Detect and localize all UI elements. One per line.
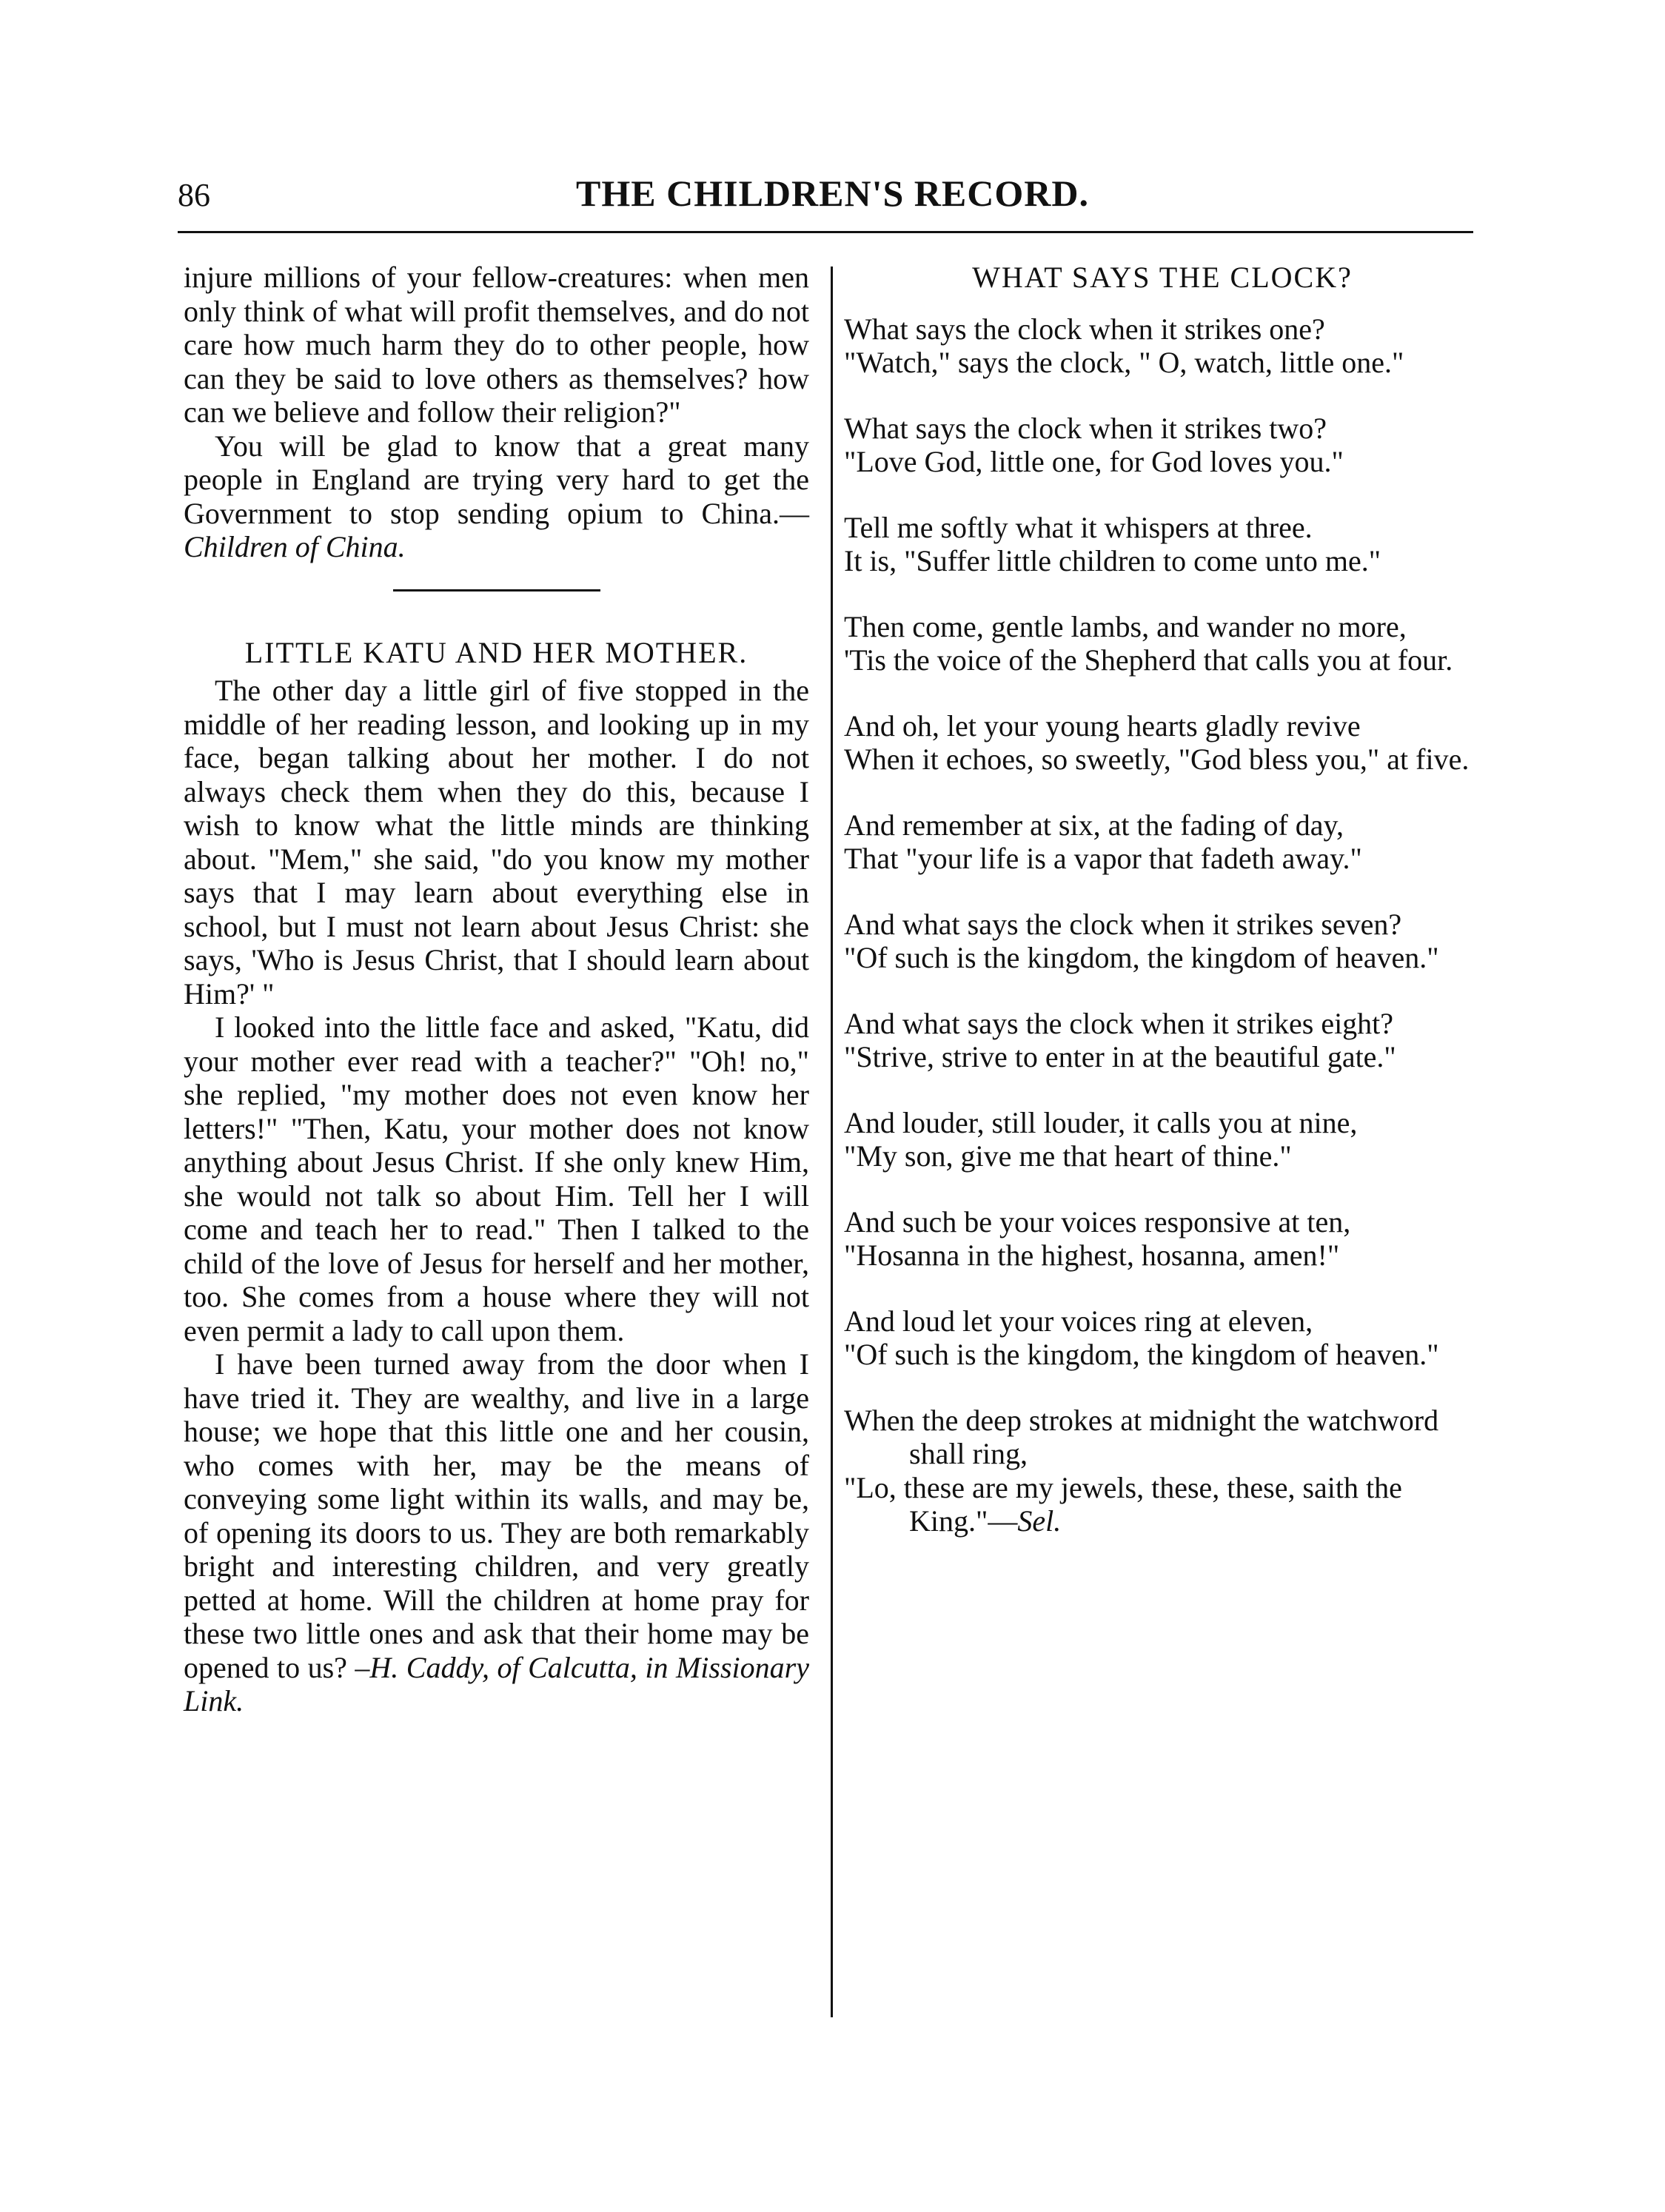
running-title: THE CHILDREN'S RECORD. xyxy=(576,172,1089,214)
poem-stanza xyxy=(844,312,1481,380)
poem-line: "Love God, little one, for God loves you." xyxy=(844,445,1344,478)
poem-line: It is, "Suffer little children to come unto me." xyxy=(844,544,1381,577)
poem-line: 'Tis the voice of the Shepherd that calls you at four. xyxy=(844,643,1453,677)
poem-line: And remember at six, at the fading of day, xyxy=(844,808,1344,842)
poem-stanza xyxy=(844,709,1481,777)
poem-stanza xyxy=(844,412,1481,479)
poem-body xyxy=(844,312,1481,1538)
poem-line: And oh, let your young hearts gladly revive xyxy=(844,708,1361,743)
poem-line: "My son, give me that heart of thine." xyxy=(844,1139,1292,1173)
poem-line: And louder, still louder, it calls you at nine, xyxy=(844,1105,1358,1139)
poem-stanza xyxy=(844,1106,1481,1173)
continued-paragraph-2-text: You will be glad to know that a great many people in England are trying very hard to get the Government to stop sending opium to China.— xyxy=(184,429,809,530)
continued-paragraph-2 xyxy=(184,429,809,564)
left-column xyxy=(184,261,809,1718)
poem-line: And what says the clock when it strikes eight? xyxy=(844,1006,1394,1040)
poem-line: When the deep strokes at midnight the watchword shall ring, xyxy=(844,1403,1439,1470)
poem-line: And what says the clock when it strikes seven? xyxy=(844,907,1402,941)
poem-line: When it echoes, so sweetly, "God bless you," at five. xyxy=(844,743,1470,776)
poem-stanza xyxy=(844,1007,1481,1074)
header-rule xyxy=(178,231,1473,233)
poem-line: What says the clock when it strikes one? xyxy=(844,312,1325,346)
article-paragraph-2: I looked into the little face and asked, "Katu, did your mother ever read with a teacher?" "Oh! no," she replied, "my mother does not even know her letters!" "Then, Katu, your mother does not know anything about Jesus Christ. If she only knew Him, she would not talk so about Him. Tell her I will come and teach her to read." Then I talked to the child of the love of Jesus for herself and her mother, too. She comes from a house where they will not even permit a lady to call upon them. xyxy=(184,1011,809,1347)
article-paragraph-3-text: I have been turned away from the door when I have tried it. They are wealthy, and live in a large house; we hope that this little one and her cousin, who comes with her, may be the means of conveying some light within its walls, and may be, of opening its doors to us. They are both remarkably bright and interesting children, and very greatly petted at home. Will the children at home pray for these two little ones and ask that their home may be opened to us? – xyxy=(184,1347,809,1684)
continued-paragraph: injure millions of your fellow-creatures: when men only think of what will profit themselves, and do not care how much harm they do to other people, how can they be said to love others as themselves? how can we believe and follow their religion?" xyxy=(184,261,809,429)
poem-cite: Sel. xyxy=(1017,1504,1062,1538)
poem-stanza xyxy=(844,610,1481,677)
poem-line: "Watch," says the clock, " O, watch, little one." xyxy=(844,346,1404,379)
continued-paragraph-2-cite: Children of China. xyxy=(184,530,406,563)
poem-line xyxy=(844,1471,1481,1538)
poem-line: And such be your voices responsive at ten, xyxy=(844,1204,1351,1239)
poem-stanza xyxy=(844,1304,1481,1372)
poem-line: "Strive, strive to enter in at the beautiful gate." xyxy=(844,1040,1396,1073)
poem-line: That "your life is a vapor that fadeth away." xyxy=(844,842,1362,875)
poem-stanza xyxy=(844,511,1481,578)
poem-line: Tell me softly what it whispers at three. xyxy=(844,510,1313,544)
poem-line: "Of such is the kingdom, the kingdom of heaven." xyxy=(844,1338,1439,1371)
article-paragraph-1: The other day a little girl of five stopped in the middle of her reading lesson, and looking up in my face, began talking about her mother. I do not always check them when they do this, because I wish to know what the little minds are thinking about. "Mem," she said, "do you know my mother says that I may learn about everything else in school, but I must not learn about Jesus Christ: she says, 'Who is Jesus Christ, that I should learn about Him?' " xyxy=(184,674,809,1011)
poem-stanza xyxy=(844,1404,1481,1538)
section-rule xyxy=(393,589,600,591)
page-number: 86 xyxy=(178,177,210,213)
poem-stanza xyxy=(844,908,1481,975)
poem-line: What says the clock when it strikes two? xyxy=(844,411,1327,445)
poem-line: "Hosanna in the highest, hosanna, amen!" xyxy=(844,1239,1340,1272)
article-title: LITTLE KATU AND HER MOTHER. xyxy=(244,635,748,669)
column-divider xyxy=(831,267,833,2017)
poem-line-text: "Lo, these are my jewels, these, these, saith the King."— xyxy=(844,1470,1402,1538)
poem-line: "Of such is the kingdom, the kingdom of heaven." xyxy=(844,941,1439,974)
article-paragraph-3 xyxy=(184,1347,809,1718)
poem-line: Then come, gentle lambs, and wander no more, xyxy=(844,609,1407,643)
poem-line: And loud let your voices ring at eleven, xyxy=(844,1304,1313,1338)
article-cite: H. Caddy, of Calcutta, in Missionary Link. xyxy=(184,1650,809,1717)
right-column xyxy=(844,261,1481,1538)
poem-stanza xyxy=(844,1205,1481,1273)
poem-title: WHAT SAYS THE CLOCK? xyxy=(972,261,1353,294)
poem-stanza xyxy=(844,808,1481,876)
